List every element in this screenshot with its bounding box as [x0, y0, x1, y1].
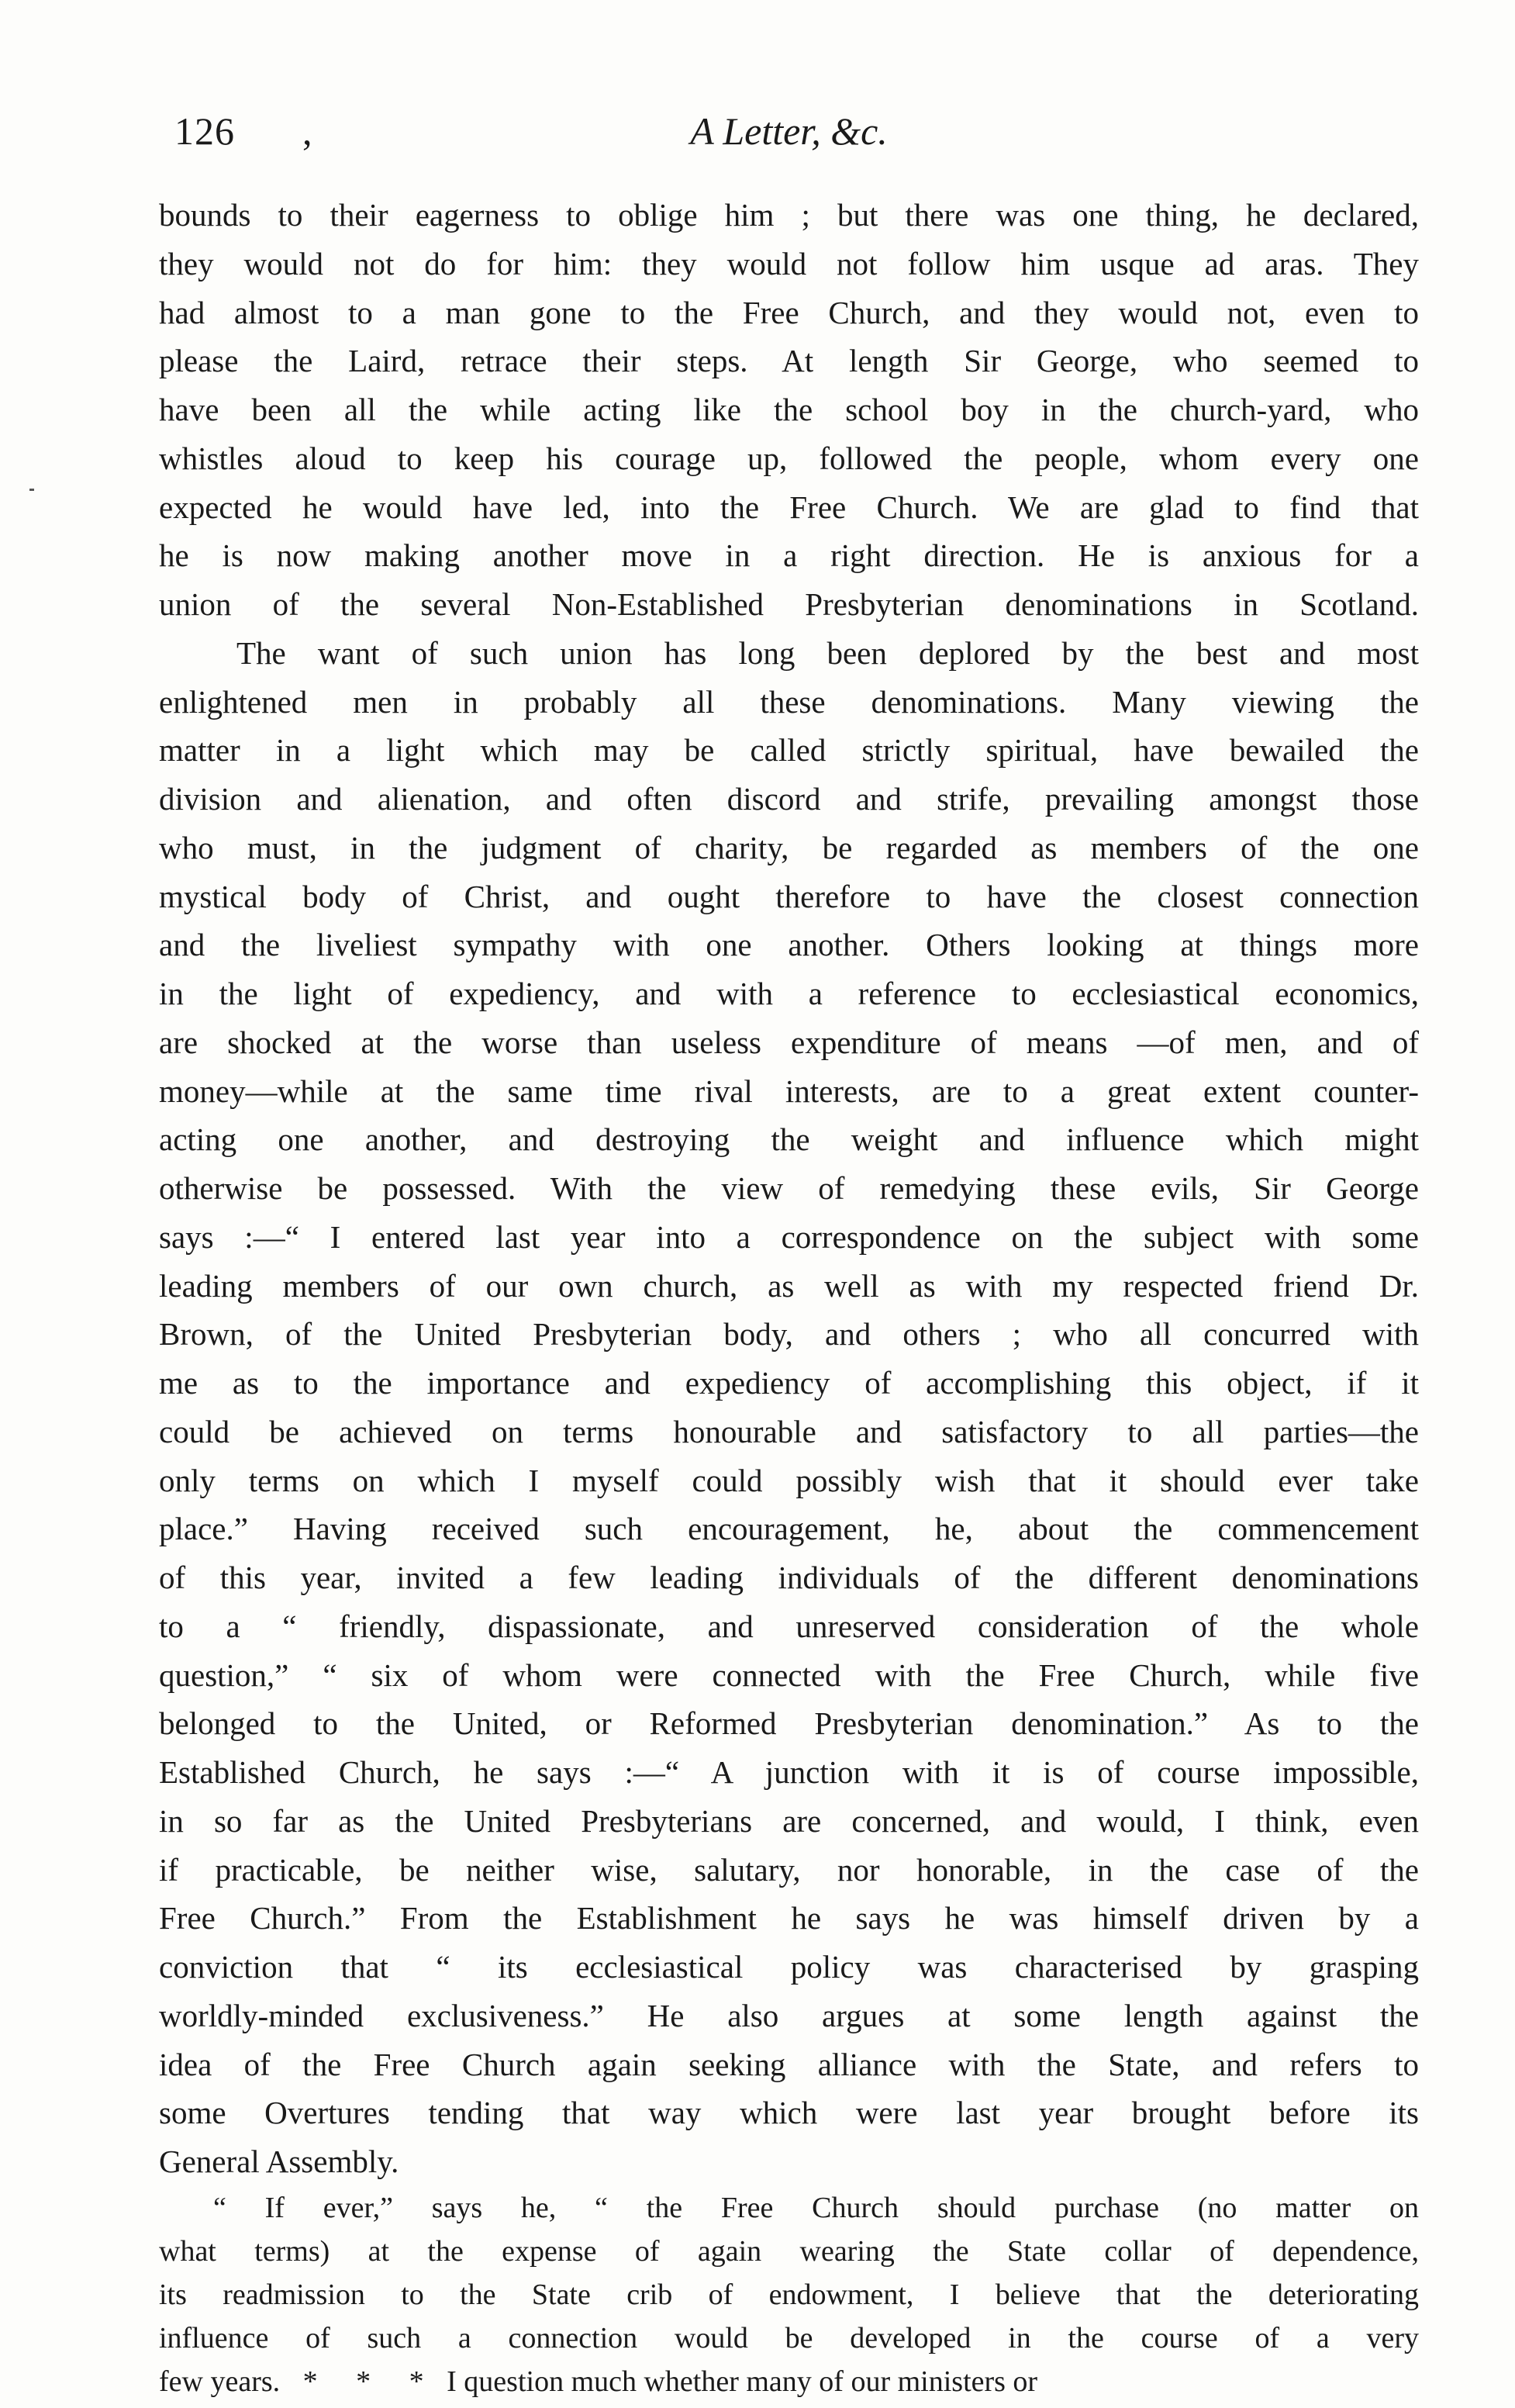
text-line: he is now making another move in a right direction. He is anxious for a	[159, 537, 1419, 574]
paragraph	[159, 191, 1419, 629]
text-line: leading members of our own church, as well as with my respected friend Dr.	[159, 1267, 1419, 1304]
text-line: are shocked at the worse than useless expenditure of means —of men, and of	[159, 1024, 1419, 1060]
text-line: in so far as the United Presbyterians are concerned, and would, I think, even	[159, 1802, 1419, 1839]
text-line: enlightened men in probably all these denominations. Many viewing the	[159, 683, 1419, 720]
text-line: to a “ friendly, dispassionate, and unreserved consideration of the whole	[159, 1608, 1419, 1644]
text-line: worldly-minded exclusiveness.” He also argues at some length against the	[159, 1997, 1419, 2033]
text-line: The want of such union has long been deplored by the best and most	[236, 634, 1419, 671]
text-line: who must, in the judgment of charity, be regarded as members of the one	[159, 829, 1419, 865]
page-number: 126	[174, 109, 235, 153]
ellipsis-asterisk: *	[356, 2365, 371, 2398]
text-line: acting one another, and destroying the weight and influence which might	[159, 1121, 1419, 1158]
paragraph	[159, 629, 1419, 2186]
text-line: Brown, of the United Presbyterian body, and others ; who all concurred with	[159, 1316, 1419, 1353]
text-line: otherwise be possessed. With the view of remedying these evils, Sir George	[159, 1170, 1419, 1206]
text-line: conviction that “ its ecclesiastical policy was characterised by grasping	[159, 1949, 1419, 1985]
text-line: some Overtures tending that way which were last year brought before its	[159, 2095, 1419, 2131]
block-quote	[159, 2186, 1419, 2403]
quote-line: its readmission to the State crib of endowment, I believe that the deteriorating	[159, 2278, 1419, 2311]
text-line: idea of the Free Church again seeking alliance with the State, and refers to	[159, 2046, 1419, 2082]
text-line: they would not do for him: they would not follow him usque ad aras. They	[159, 245, 1419, 282]
text-line: had almost to a man gone to the Free Church, and they would not, even to	[159, 294, 1419, 330]
margin-mark	[29, 489, 34, 491]
text-line: General Assembly.	[159, 2144, 399, 2179]
text-line: Established Church, he says :—“ A junction with it is of course impossible,	[159, 1754, 1419, 1790]
quote-line-start: few years.	[159, 2365, 281, 2398]
text-line: question,” “ six of whom were connected with the Free Church, while five	[159, 1657, 1419, 1693]
header-mark: ,	[302, 109, 312, 153]
text-line: and the liveliest sympathy with one another. Others looking at things more	[159, 927, 1419, 963]
running-head	[159, 109, 1419, 171]
ellipsis-asterisk: *	[409, 2365, 424, 2398]
quote-line: influence of such a connection would be developed in the course of a very	[159, 2321, 1419, 2354]
text-line: in the light of expediency, and with a reference to ecclesiastical economics,	[159, 976, 1419, 1011]
quote-line: what terms) at the expense of again wearing the State collar of dependence,	[159, 2234, 1419, 2268]
quote-line-final	[159, 2360, 1419, 2403]
text-line: of this year, invited a few leading individuals of the different denominations	[159, 1560, 1419, 1595]
text-line: whistles aloud to keep his courage up, followed the people, whom every one	[159, 440, 1419, 476]
text-line: Free Church.” From the Establishment he says he was himself driven by a	[159, 1900, 1419, 1936]
text-line: could be achieved on terms honourable and satisfactory to all parties—the	[159, 1413, 1419, 1449]
text-line: have been all the while acting like the school boy in the church-yard, who	[159, 392, 1419, 427]
text-line: me as to the importance and expediency of accomplishing this object, if it	[159, 1365, 1419, 1401]
running-title: A Letter, &c.	[690, 109, 888, 153]
ellipsis-asterisk: *	[302, 2365, 318, 2398]
text-line: union of the several Non-Established Presbyterian denominations in Scotland.	[159, 586, 1419, 622]
quote-line-end: I question much whether many of our ministers or	[447, 2365, 1038, 2398]
text-line: mystical body of Christ, and ought therefore to have the closest connection	[159, 878, 1419, 914]
text-line: only terms on which I myself could possibly wish that it should ever take	[159, 1462, 1419, 1498]
text-line: matter in a light which may be called strictly spiritual, have bewailed the	[159, 732, 1419, 769]
text-line: division and alienation, and often discord and strife, prevailing amongst those	[159, 781, 1419, 817]
text-line: says :—“ I entered last year into a correspondence on the subject with some	[159, 1218, 1419, 1255]
text-line: place.” Having received such encouragement, he, about the commencement	[159, 1511, 1419, 1547]
text-line: please the Laird, retrace their steps. At length Sir George, who seemed to	[159, 343, 1419, 379]
text-line: belonged to the United, or Reformed Presbyterian denomination.” As to the	[159, 1705, 1419, 1742]
text-line: money—while at the same time rival interests, are to a great extent counter-	[159, 1073, 1419, 1109]
text-line: expected he would have led, into the Free Church. We are glad to find that	[159, 489, 1419, 525]
text-line: if practicable, be neither wise, salutary, nor honorable, in the case of the	[159, 1851, 1419, 1888]
body-text	[159, 191, 1419, 2403]
quote-line: “ If ever,” says he, “ the Free Church should purchase (no matter on	[213, 2191, 1419, 2224]
text-line: bounds to their eagerness to oblige him ; but there was one thing, he declared,	[159, 197, 1419, 233]
